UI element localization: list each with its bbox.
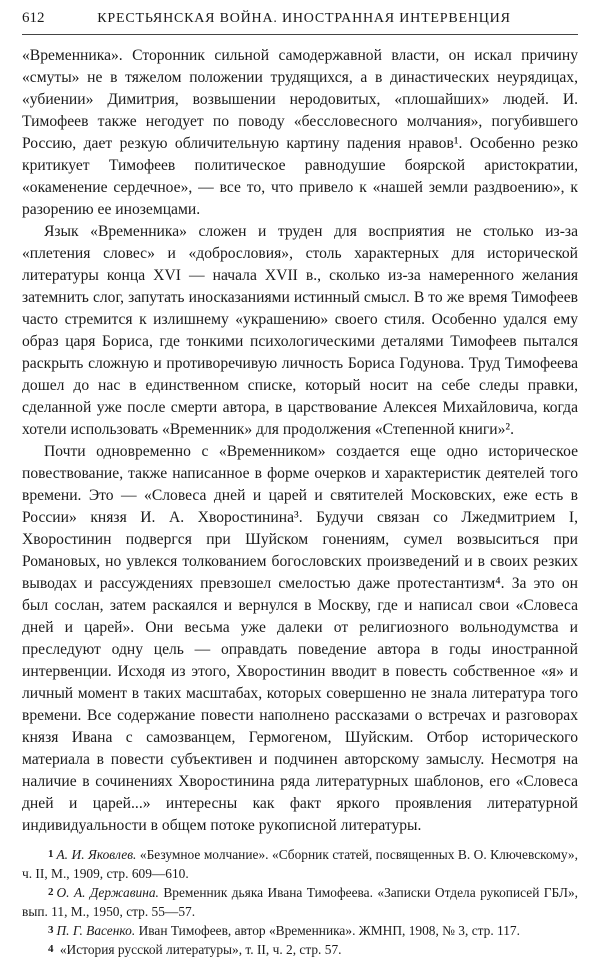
footnote-text: Временник дьяка Ивана Тимофеева. «Записки Отдела рукописей ГБЛ», вып. 11, М., 1950, стр. 55—57. [22,885,579,919]
footnote-number: 1 [48,848,54,860]
paragraph: Почти одновременно с «Временником» создается еще одно историческое повествование, также написанное в форме очерков и характеристик деятелей того времени. Это — «Словеса дней и царей и святителей Московских, еже есть в России» князя И. А. Хворостинина³. Будучи связан со Лжедмитрием I, Хворостинин подвергся при Шуйском гонениям, сумел возвыситься при Романовых, но увлекся толкованием богословских произведений и в своих резких выводах и рассуждениях превзошел смелостью даже протестантизм⁴. За это он был сослан, затем раскаялся и вернулся в Москву, где и написал свои «Словеса дней и царей». Они весьма уже далеки от религиозного вольнодумства и преследуют одну цель — оправдать поведение автора в годы иностранной интервенции. Исходя из этого, Хворостинин вводит в повесть собственное «я» и личный момент в таких масштабах, которых совершенно не знала литература того времени. Все содержание повести наполнено рассказами о встречах и разговорах князя Ивана с самозванцем, Гермогеном, Шуйским. Отбор исторического материала в повести субъективен и подчинен авторскому замыслу. Несмотря на наличие в сочинениях Хворостинина ряда литературных шаблонов, его «Словеса дней и царей...» интересны как факт яркого проявления литературной индивидуальности в общем потоке рукописной литературы. [22,443,578,834]
footnote [22,921,578,940]
body-text [22,45,578,837]
footnote-text: «История русской литературы», т. II, ч. 2, стр. 57. [59,942,342,957]
footnote-number: 3 [48,924,54,936]
footnote [22,845,578,883]
footnote-text: «Безумное молчание». «Сборник статей, посвященных В. О. Ключевскому», ч. II, М., 1909, стр. 609—610. [22,847,578,881]
footnote-number: 2 [48,886,54,898]
paragraph: «Временника». Сторонник сильной самодержавной власти, он искал причину «смуты» не в тяжелом положении трудящихся, а в династических неурядицах, «убиении» Димитрия, возвышении неродовитых, «плошайших» людей. И. Тимофеев также негодует по поводу «бессловесного молчания», погубившего Россию, дает резкую обличительную картину падения нравов¹. Особенно резко критикует Тимофеев политическое равнодушие боярской аристократии, «окаменение сердечное», — все то, что привело к «нашей земли раздвоению», к разорению ее иноземцами. [22,47,578,218]
footnote [22,940,578,959]
running-head: КРЕСТЬЯНСКАЯ ВОЙНА. ИНОСТРАННАЯ ИНТЕРВЕНЦИЯ [97,11,511,26]
book-page [22,10,578,970]
footnote-author: П. Г. Васенко. [56,923,136,938]
footnote-number: 4 [48,943,54,955]
page-number: 612 [22,10,45,26]
footnote-author: О. А. Державина. [56,885,159,900]
footnote [22,883,578,921]
paragraph: Язык «Временника» сложен и труден для восприятия не столько из-за «плетения словес» и «добрословия», столь характерных для исторической литературы конца XVI — начала XVII в., сколько из-за намеренного желания затемнить слог, запутать иносказаниями истинный смысл. В то же время Тимофеев часто стремится к излишнему «украшению» своего стиля. Особенно удался ему образ царя Бориса, где тонкими психологическими деталями Тимофеев пытался раскрыть сложную и противоречивую личность Бориса Годунова. Труд Тимофеева дошел до нас в единственном списке, который носит на себе следы правки, сделанной уже после смерти автора, в царствование Алексея Михайловича, когда хотели использовать «Временник» для продолжения «Степенной книги»². [22,223,578,438]
footnote-author: А. И. Яковлев. [56,847,137,862]
footnotes [22,843,578,959]
footnote-text: Иван Тимофеев, автор «Временника». ЖМНП, 1908, № 3, стр. 117. [138,923,520,938]
page-header [22,10,578,35]
